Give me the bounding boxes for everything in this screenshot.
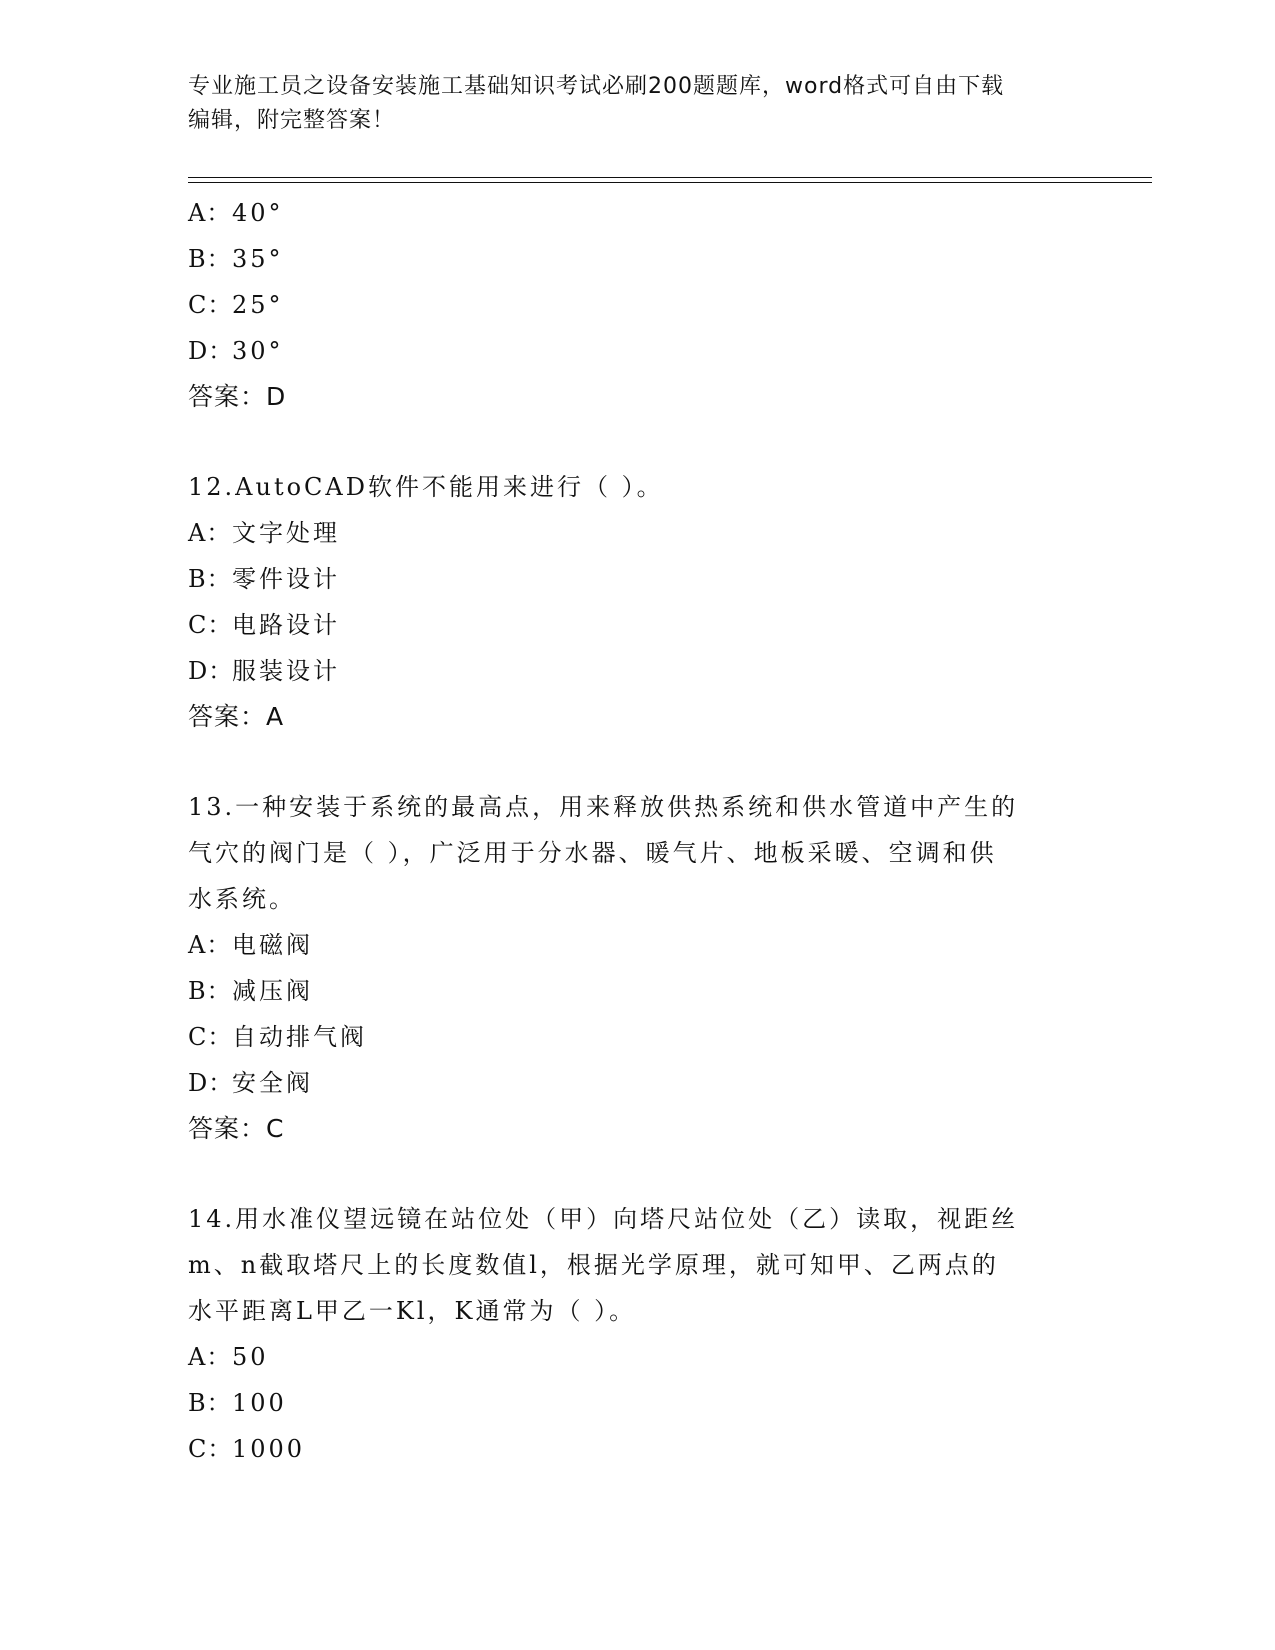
option-label: C：: [188, 1023, 233, 1051]
option-label: B：: [188, 977, 232, 1005]
option-label: B：: [188, 565, 232, 593]
option-label: B：: [188, 1389, 232, 1417]
option-label: D：: [188, 657, 234, 685]
question-stem-line-1: 14.用水准仪望远镜在站位处（甲）向塔尺站位处（乙）读取，视距丝: [188, 1205, 1019, 1233]
option-text: 服装设计: [232, 657, 340, 685]
question-list: [188, 190, 1088, 1472]
option-text: 1000: [232, 1435, 306, 1463]
option-label: A：: [188, 931, 232, 959]
question-11: [188, 190, 1088, 420]
document-header: [188, 70, 1068, 138]
header-divider-top: [188, 177, 1152, 178]
answer-line: 答案：C: [188, 1114, 285, 1143]
header-title-line-2: 编辑，附完整答案！: [188, 108, 396, 133]
option-label: C：: [188, 611, 233, 639]
option-d: [188, 648, 1088, 694]
option-text: 25°: [232, 291, 284, 319]
option-a: [188, 190, 1088, 236]
option-label: B：: [188, 245, 232, 273]
option-label: A：: [188, 199, 232, 227]
answer-line: 答案：D: [188, 382, 287, 411]
option-a: [188, 922, 1088, 968]
option-d: [188, 1060, 1088, 1106]
option-c: [188, 1014, 1088, 1060]
option-b: [188, 968, 1088, 1014]
option-text: 自动排气阀: [232, 1023, 367, 1051]
question-13: [188, 784, 1088, 1152]
question-stem-line-2: m、n截取塔尺上的长度数值l，根据光学原理，就可知甲、乙两点的: [188, 1251, 999, 1279]
answer-line: 答案：A: [188, 702, 285, 731]
option-a: [188, 510, 1088, 556]
option-label: A：: [188, 1343, 232, 1371]
option-b: [188, 236, 1088, 282]
option-text: 30°: [232, 337, 284, 365]
option-label: C：: [188, 291, 233, 319]
option-text: 50: [232, 1343, 269, 1371]
option-c: [188, 602, 1088, 648]
option-text: 35°: [232, 245, 284, 273]
option-c: [188, 282, 1088, 328]
option-text: 文字处理: [232, 519, 340, 547]
spacer: [188, 740, 1088, 784]
option-text: 减压阀: [232, 977, 313, 1005]
option-label: C：: [188, 1435, 233, 1463]
option-label: A：: [188, 519, 232, 547]
question-12: [188, 464, 1088, 740]
question-stem-line-3: 水平距离L甲乙一Kl，K通常为（ ）。: [188, 1297, 637, 1325]
option-text: 安全阀: [232, 1069, 313, 1097]
question-stem-line-3: 水系统。: [188, 885, 296, 913]
header-divider-bottom: [188, 182, 1152, 183]
option-label: D：: [188, 337, 234, 365]
option-text: 40°: [232, 199, 284, 227]
spacer: [188, 1152, 1088, 1196]
question-stem: 12.AutoCAD软件不能用来进行（ ）。: [188, 473, 664, 501]
option-label: D：: [188, 1069, 234, 1097]
question-stem-line-2: 气穴的阀门是（ ），广泛用于分水器、暖气片、地板采暖、空调和供: [188, 839, 997, 867]
option-b: [188, 556, 1088, 602]
option-b: [188, 1380, 1088, 1426]
option-a: [188, 1334, 1088, 1380]
option-text: 100: [232, 1389, 287, 1417]
option-text: 零件设计: [232, 565, 340, 593]
question-stem-line-1: 13.一种安装于系统的最高点，用来释放供热系统和供水管道中产生的: [188, 793, 1019, 821]
option-text: 电磁阀: [232, 931, 313, 959]
header-title-line-1: 专业施工员之设备安装施工基础知识考试必刷200题题库，word格式可自由下载: [188, 74, 1005, 99]
option-d: [188, 328, 1088, 374]
option-c: [188, 1426, 1088, 1472]
question-14: [188, 1196, 1088, 1472]
option-text: 电路设计: [232, 611, 340, 639]
spacer: [188, 420, 1088, 464]
